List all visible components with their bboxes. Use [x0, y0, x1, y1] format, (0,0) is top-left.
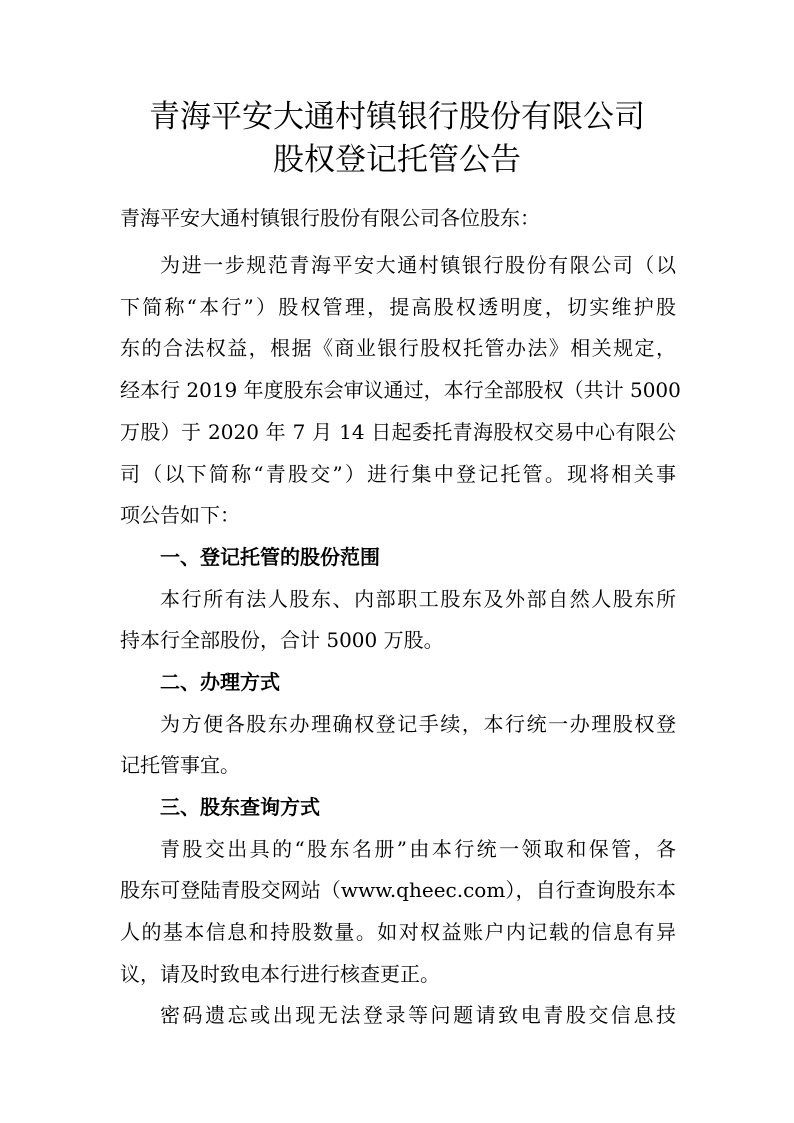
intro-line-6: 司（以下简称“青股交”）进行集中登记托管。现将相关事 [120, 462, 676, 486]
section-1-line-1: 本行所有法人股东、内部职工股东及外部自然人股东所 [160, 587, 676, 611]
document-title-line-2: 股权登记托管公告 [273, 142, 521, 178]
intro-line-2: 下简称“本行”）股权管理，提高股权透明度，切实维护股 [120, 295, 676, 319]
intro-line-3: 东的合法权益，根据《商业银行股权托管办法》相关规定， [120, 336, 676, 360]
section-3-line-1: 青股交出具的“股东名册”由本行统一领取和保管，各 [160, 837, 676, 861]
intro-line-7: 项公告如下： [120, 503, 240, 527]
section-1-line-2: 持本行全部股份，合计 5000 万股。 [120, 628, 444, 652]
section-3-heading: 三、股东查询方式 [160, 795, 320, 819]
intro-line-5: 万股）于 2020 年 7 月 14 日起委托青海股权交易中心有限公 [120, 420, 676, 444]
document-title-line-1: 青海平安大通村镇银行股份有限公司 [149, 99, 645, 135]
section-3-line-3: 人的基本信息和持股数量。如对权益账户内记载的信息有异 [120, 920, 676, 944]
salutation: 青海平安大通村镇银行股份有限公司各位股东： [120, 206, 540, 230]
section-1-heading: 一、登记托管的股份范围 [160, 545, 380, 569]
section-3-extra-line: 密码遗忘或出现无法登录等问题请致电青股交信息技 [160, 1003, 676, 1027]
intro-line-4: 经本行 2019 年度股东会审议通过，本行全部股权（共计 5000 [120, 378, 681, 402]
section-2-line-2: 记托管事宜。 [120, 753, 240, 777]
intro-line-1: 为进一步规范青海平安大通村镇银行股份有限公司（以 [160, 253, 676, 277]
section-3-line-2: 股东可登陆青股交网站（www.qheec.com），自行查询股东本 [120, 878, 676, 902]
section-3-line-4: 议，请及时致电本行进行核查更正。 [120, 962, 440, 986]
section-2-line-1: 为方便各股东办理确权登记手续，本行统一办理股权登 [160, 712, 676, 736]
section-2-heading: 二、办理方式 [160, 670, 280, 694]
